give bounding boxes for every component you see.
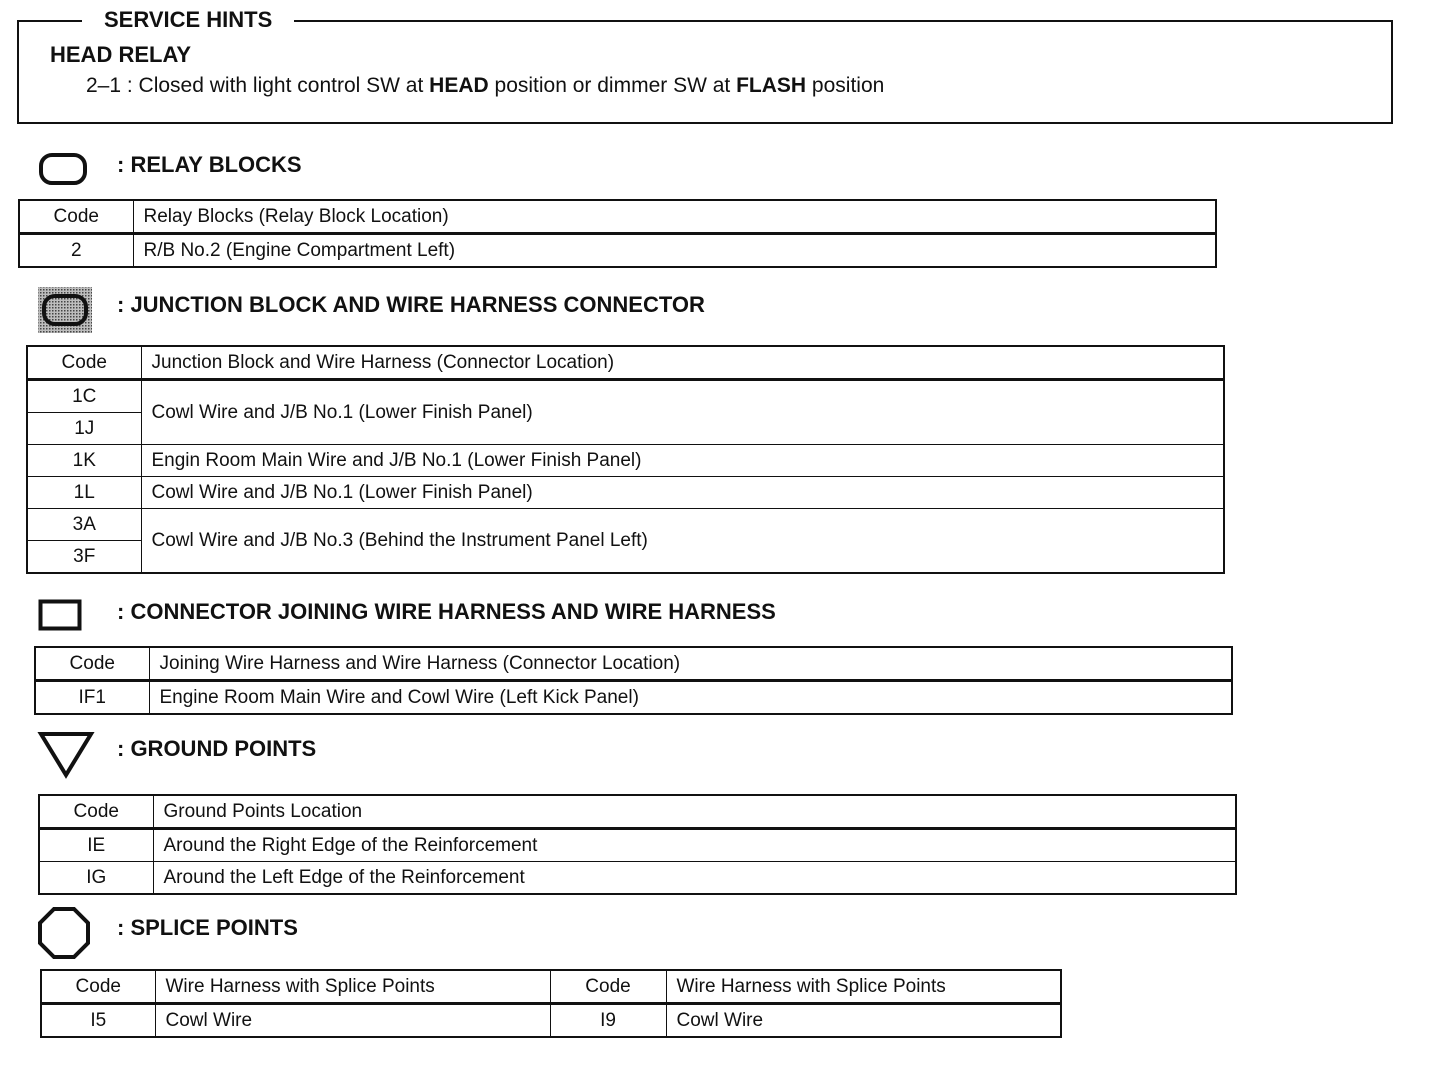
head-relay-hint [86, 74, 884, 98]
hint-text-3: position [806, 74, 885, 97]
ground-points-heading: : GROUND POINTS [117, 736, 317, 761]
code-cell: I9 [550, 1004, 666, 1038]
location-cell: R/B No.2 (Engine Compartment Left) [133, 234, 1216, 268]
table-row [27, 509, 1224, 541]
ground-points-table [38, 794, 1237, 895]
table-row [35, 681, 1232, 715]
code-cell: 3A [27, 509, 141, 541]
location-cell: Around the Left Edge of the Reinforcement [153, 862, 1236, 895]
location-cell: Engine Room Main Wire and Cowl Wire (Left Kick Panel) [149, 681, 1232, 715]
service-hints-box [17, 20, 1393, 124]
junction-block-icon [37, 286, 93, 334]
relay-blocks-table [18, 199, 1217, 268]
table-header-row [27, 346, 1224, 380]
splice-octagon-icon [37, 906, 91, 960]
table-row [27, 380, 1224, 413]
head-relay-title: HEAD RELAY [50, 42, 191, 67]
location-cell: Engin Room Main Wire and J/B No.1 (Lower Finish Panel) [141, 445, 1224, 477]
code-cell: IG [39, 862, 153, 895]
header-code: Code [19, 200, 133, 234]
splice-points-heading: : SPLICE POINTS [117, 915, 298, 940]
header-location: Ground Points Location [153, 795, 1236, 829]
junction-block-table [26, 345, 1225, 574]
table-row [27, 477, 1224, 509]
header-code: Code [41, 970, 155, 1004]
joining-connector-heading: : CONNECTOR JOINING WIRE HARNESS AND WIRE HARNESS [117, 599, 776, 624]
code-cell: 1L [27, 477, 141, 509]
header-code-2: Code [550, 970, 666, 1004]
ground-triangle-icon [37, 730, 95, 780]
header-location: Relay Blocks (Relay Block Location) [133, 200, 1216, 234]
harness-cell: Cowl Wire [666, 1004, 1061, 1038]
location-cell: Cowl Wire and J/B No.3 (Behind the Instrument Panel Left) [141, 509, 1224, 574]
table-row [39, 829, 1236, 862]
hint-bold-head: HEAD [429, 74, 489, 97]
location-cell: Cowl Wire and J/B No.1 (Lower Finish Panel) [141, 380, 1224, 445]
harness-cell: Cowl Wire [155, 1004, 550, 1038]
table-header-row [41, 970, 1061, 1004]
hint-bold-flash: FLASH [736, 74, 807, 97]
code-cell: IF1 [35, 681, 149, 715]
location-cell: Around the Right Edge of the Reinforcement [153, 829, 1236, 862]
header-code: Code [35, 647, 149, 681]
header-code: Code [39, 795, 153, 829]
table-header-row [39, 795, 1236, 829]
junction-block-heading: : JUNCTION BLOCK AND WIRE HARNESS CONNECTOR [117, 292, 705, 317]
header-location: Joining Wire Harness and Wire Harness (Connector Location) [149, 647, 1232, 681]
table-row [39, 862, 1236, 895]
code-cell: 3F [27, 541, 141, 574]
header-harness: Wire Harness with Splice Points [155, 970, 550, 1004]
code-cell: 2 [19, 234, 133, 268]
header-code: Code [27, 346, 141, 380]
header-harness-2: Wire Harness with Splice Points [666, 970, 1061, 1004]
header-location: Junction Block and Wire Harness (Connector Location) [141, 346, 1224, 380]
code-cell: I5 [41, 1004, 155, 1038]
hint-text-1: 2–1 : Closed with light control SW at [86, 74, 430, 97]
table-row [27, 445, 1224, 477]
relay-block-icon [38, 152, 88, 186]
service-hints-legend: SERVICE HINTS [82, 6, 294, 34]
splice-points-table [40, 969, 1062, 1038]
table-header-row [19, 200, 1216, 234]
relay-blocks-heading: : RELAY BLOCKS [117, 152, 302, 177]
code-cell: IE [39, 829, 153, 862]
hint-text-2: position or dimmer SW at [488, 74, 737, 97]
table-row [41, 1004, 1061, 1038]
joining-connector-table [34, 646, 1233, 715]
connector-rectangle-icon [38, 599, 84, 633]
table-row [19, 234, 1216, 268]
table-header-row [35, 647, 1232, 681]
code-cell: 1C [27, 380, 141, 413]
code-cell: 1K [27, 445, 141, 477]
code-cell: 1J [27, 413, 141, 445]
location-cell: Cowl Wire and J/B No.1 (Lower Finish Panel) [141, 477, 1224, 509]
